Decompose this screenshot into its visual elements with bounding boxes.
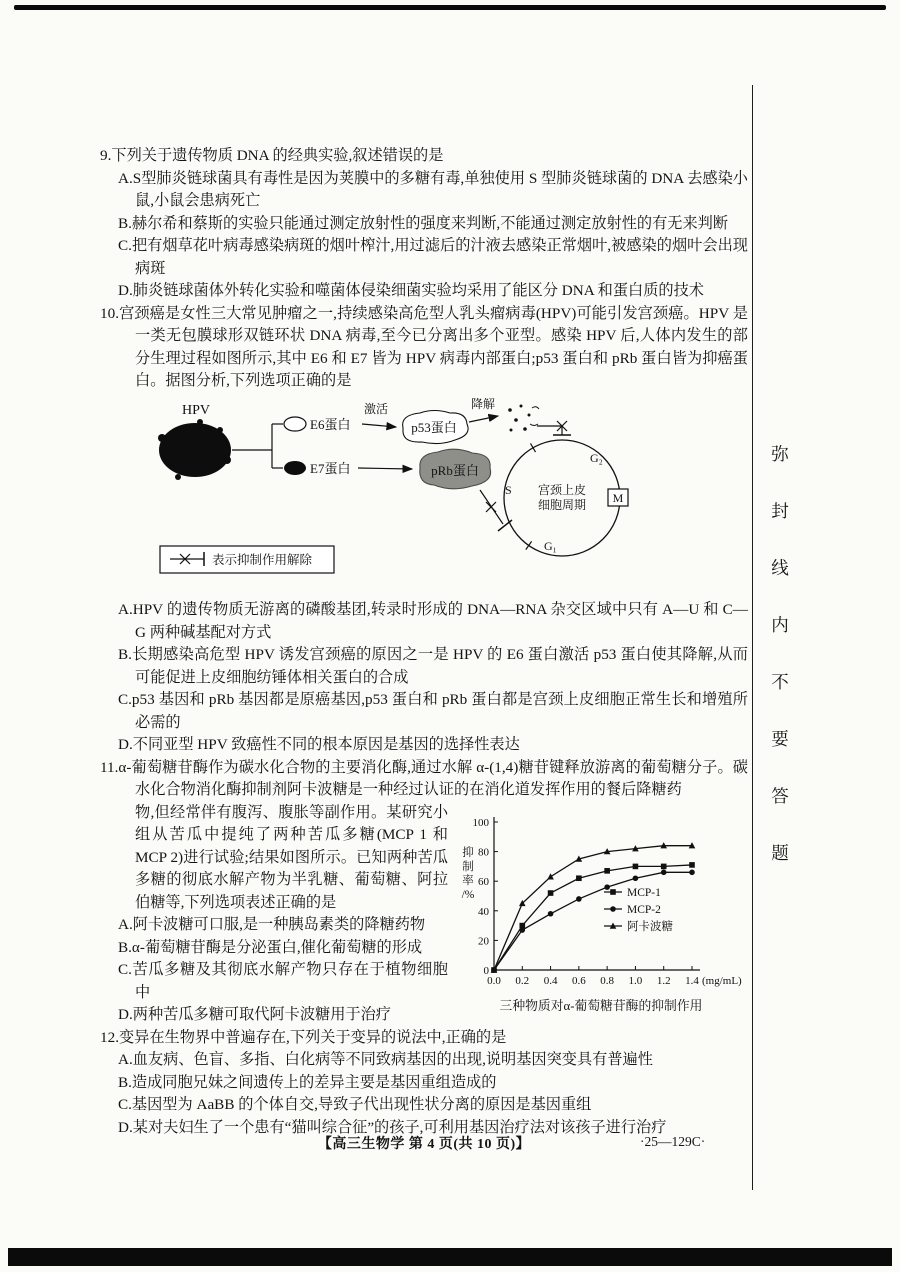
diagram-legend xyxy=(160,546,334,573)
q10-option-d: D.不同亚型 HPV 致癌性不同的根本原因是基因的选择性表达 xyxy=(118,736,520,753)
page-footer xyxy=(100,1133,748,1153)
q10-option-c: C.p53 基因和 pRb 基因都是原癌基因,p53 蛋白和 pRb 蛋白都是宫颈上皮细胞正常生长和增殖所必需的 xyxy=(118,691,748,731)
phase-m-label: M xyxy=(612,490,624,505)
q12-option-b: B.造成同胞兄妹之间遗传上的差异主要是基因重组造成的 xyxy=(118,1073,497,1091)
degrade-arrow xyxy=(469,416,498,422)
svg-text:阿卡波糖: 阿卡波糖 xyxy=(627,920,673,933)
q12-option-d: D.某对夫妇生了一个患有“猫叫综合征”的孩子,可利用基因治疗法对该孩子进行治疗 xyxy=(118,1118,667,1136)
q11-option-c: C.苦瓜多糖及其彻底水解产物只存在于植物细胞中 xyxy=(118,961,448,1001)
q11-option-d: D.两种苦瓜多糖可取代阿卡波糖用于治疗 xyxy=(118,1006,391,1023)
hpv-figure xyxy=(100,398,748,594)
seal-char: 封 xyxy=(771,501,789,521)
question-11 xyxy=(100,757,748,1027)
svg-text:0.0: 0.0 xyxy=(487,974,501,987)
hpv-virus-blob xyxy=(158,419,231,480)
svg-text:0.6: 0.6 xyxy=(571,974,586,987)
scan-edge-bottom xyxy=(8,1248,892,1266)
seal-line xyxy=(752,85,753,1190)
q12-option-a: A.血友病、色盲、多指、白化病等不同致病基因的出现,说明基因突变具有普遍性 xyxy=(118,1051,653,1068)
cycle-center-line2: 细胞周期 xyxy=(537,497,587,512)
q9-option-c: C.把有烟草花叶病毒感染病斑的烟叶榨汁,用过滤后的汁液去感染正常烟叶,被感染的烟叶会出现病斑 xyxy=(118,237,748,277)
q11-option-b: B.α-葡萄糖苷酶是分泌蛋白,催化葡萄糖的形成 xyxy=(118,938,423,956)
q11-stem-continued: 物,但经常伴有腹泻、腹胀等副作用。某研究小组从苦瓜中提纯了两种苦瓜多糖(MCP 1 和 MCP 2)进行试验;结果如图所示。已知两种苦瓜多糖的彻底水解产物为半乳糖、葡萄糖、阿拉伯糖等,下列选项表述正确的是 xyxy=(135,803,448,911)
svg-text:率: 率 xyxy=(462,874,474,887)
svg-text:20: 20 xyxy=(478,934,489,947)
seal-char: 内 xyxy=(771,615,789,635)
inhibition-line-chart xyxy=(454,804,748,990)
footer-page-label: 【高三生物学 第 4 页(共 10 页)】 xyxy=(317,1137,531,1152)
q9-option-b: B.赫尔希和蔡斯的实验只能通过测定放射性的强度来判断,不能通过测定放射性的有无来判断 xyxy=(118,214,729,232)
svg-text:1.2: 1.2 xyxy=(656,974,671,987)
svg-text:/%: /% xyxy=(461,888,475,901)
e7-to-prb-arrow xyxy=(358,468,412,469)
scan-edge-top xyxy=(14,5,886,10)
prb-protein-label: pRb蛋白 xyxy=(431,462,479,478)
phase-g1-label: G₁ xyxy=(544,538,557,553)
seal-char: 不 xyxy=(771,672,789,692)
branch-lines xyxy=(232,424,283,468)
seal-text-column xyxy=(766,426,794,882)
e6-protein-shape xyxy=(284,417,306,431)
q9-option-d: D.肺炎链球菌体外转化实验和噬菌体侵染细菌实验均采用了能区分 DNA 和蛋白质的技术 xyxy=(118,282,704,299)
q10-option-b: B.长期感染高危型 HPV 诱发宫颈癌的原因之一是 HPV 的 E6 蛋白激活 p53 蛋白使其降解,从而可能促进上皮细胞纺锤体相关蛋白的合成 xyxy=(118,646,748,686)
svg-text:1.4: 1.4 xyxy=(685,974,699,987)
hpv-label: HPV xyxy=(182,402,211,418)
e6-protein-label: E6蛋白 xyxy=(310,416,351,432)
svg-text:抑: 抑 xyxy=(462,846,474,859)
cell-cycle-circle xyxy=(504,440,628,556)
q11-option-a: A.阿卡波糖可口服,是一种胰岛素类的降糖药物 xyxy=(118,916,426,933)
seal-char: 线 xyxy=(771,558,789,578)
svg-text:40: 40 xyxy=(478,905,489,918)
svg-text:60: 60 xyxy=(478,875,489,888)
p53-protein-label: p53蛋白 xyxy=(411,419,457,435)
svg-text:0.2: 0.2 xyxy=(515,974,530,987)
q12-option-c: C.基因型为 AaBB 的个体自交,导致子代出现性状分离的原因是基因重组 xyxy=(118,1096,592,1113)
degrade-label: 降解 xyxy=(471,397,496,411)
svg-text:0.4: 0.4 xyxy=(543,974,558,987)
seal-char: 弥 xyxy=(771,444,789,464)
degraded-fragments xyxy=(508,404,539,431)
svg-text:0.8: 0.8 xyxy=(600,974,615,987)
hpv-diagram xyxy=(100,398,700,586)
q9-stem: 9.下列关于遗传物质 DNA 的经典实验,叙述错误的是 xyxy=(100,147,444,164)
q11-stem: 11.α-葡萄糖苷酶作为碳水化合物的主要消化酶,通过水解 α-(1,4)糖苷键释放游离的葡萄糖分子。碳水化合物消化酶抑制剂阿卡波糖是一种经过认证的在消化道发挥作用的餐后降糖药 xyxy=(100,758,748,798)
diagram-legend-text: 表示抑制作用解除 xyxy=(212,552,313,567)
question-10 xyxy=(100,303,748,757)
seal-char: 要 xyxy=(771,729,789,749)
svg-text:100: 100 xyxy=(472,816,489,829)
svg-text:80: 80 xyxy=(478,846,489,859)
q10-option-a: A.HPV 的遗传物质无游离的磷酸基团,转录时形成的 DNA—RNA 杂交区域中只有 A—U 和 C—G 两种碱基配对方式 xyxy=(118,601,748,641)
q10-stem: 10.宫颈癌是女性三大常见肿瘤之一,持续感染高危型人乳头瘤病毒(HPV)可能引发宫颈癌。HPV 是一类无包膜球形双链环状 DNA 病毒,至今已分离出多个亚型。感染 HPV 后,人体内发生的部分生理过程如图所示,其中 E6 和 E7 皆为 HPV 病毒内部蛋白;p53 蛋白和 pRb 蛋白皆为抑癌蛋白。据图分析,下列选项正确的是 xyxy=(100,304,748,389)
svg-text:0: 0 xyxy=(483,964,489,977)
footer-paper-code: ·25—129C· xyxy=(640,1134,706,1149)
phase-s-label: S xyxy=(505,482,512,497)
exam-page-content xyxy=(100,145,748,1139)
question-9 xyxy=(100,145,748,303)
seal-char: 答 xyxy=(771,786,789,806)
question-12 xyxy=(100,1027,748,1140)
seal-char: 题 xyxy=(771,843,789,863)
q9-option-a: A.S型肺炎链球菌具有毒性是因为荚膜中的多糖有毒,单独使用 S 型肺炎链球菌的 DNA 去感染小鼠,小鼠会患病死亡 xyxy=(118,169,748,209)
svg-text:MCP-2: MCP-2 xyxy=(627,903,661,916)
e7-protein-shape xyxy=(284,461,306,475)
phase-g2-label: G₂ xyxy=(590,450,603,465)
svg-text:(mg/mL): (mg/mL) xyxy=(702,974,742,987)
q11-body xyxy=(100,802,748,1027)
chart-caption: 三种物质对α-葡萄糖苷酶的抑制作用 xyxy=(499,999,703,1013)
svg-text:制: 制 xyxy=(462,860,474,873)
cycle-center-line1: 宫颈上皮 xyxy=(537,482,587,497)
svg-text:1.0: 1.0 xyxy=(628,974,643,987)
q12-stem: 12.变异在生物界中普遍存在,下列关于变异的说法中,正确的是 xyxy=(100,1028,507,1046)
e7-protein-label: E7蛋白 xyxy=(310,460,351,476)
activate-arrow xyxy=(362,424,396,427)
svg-text:MCP-1: MCP-1 xyxy=(627,886,661,899)
activate-label: 激活 xyxy=(364,401,389,416)
inhibition-release-top xyxy=(537,421,571,435)
inhibition-chart-figure xyxy=(454,804,748,1015)
